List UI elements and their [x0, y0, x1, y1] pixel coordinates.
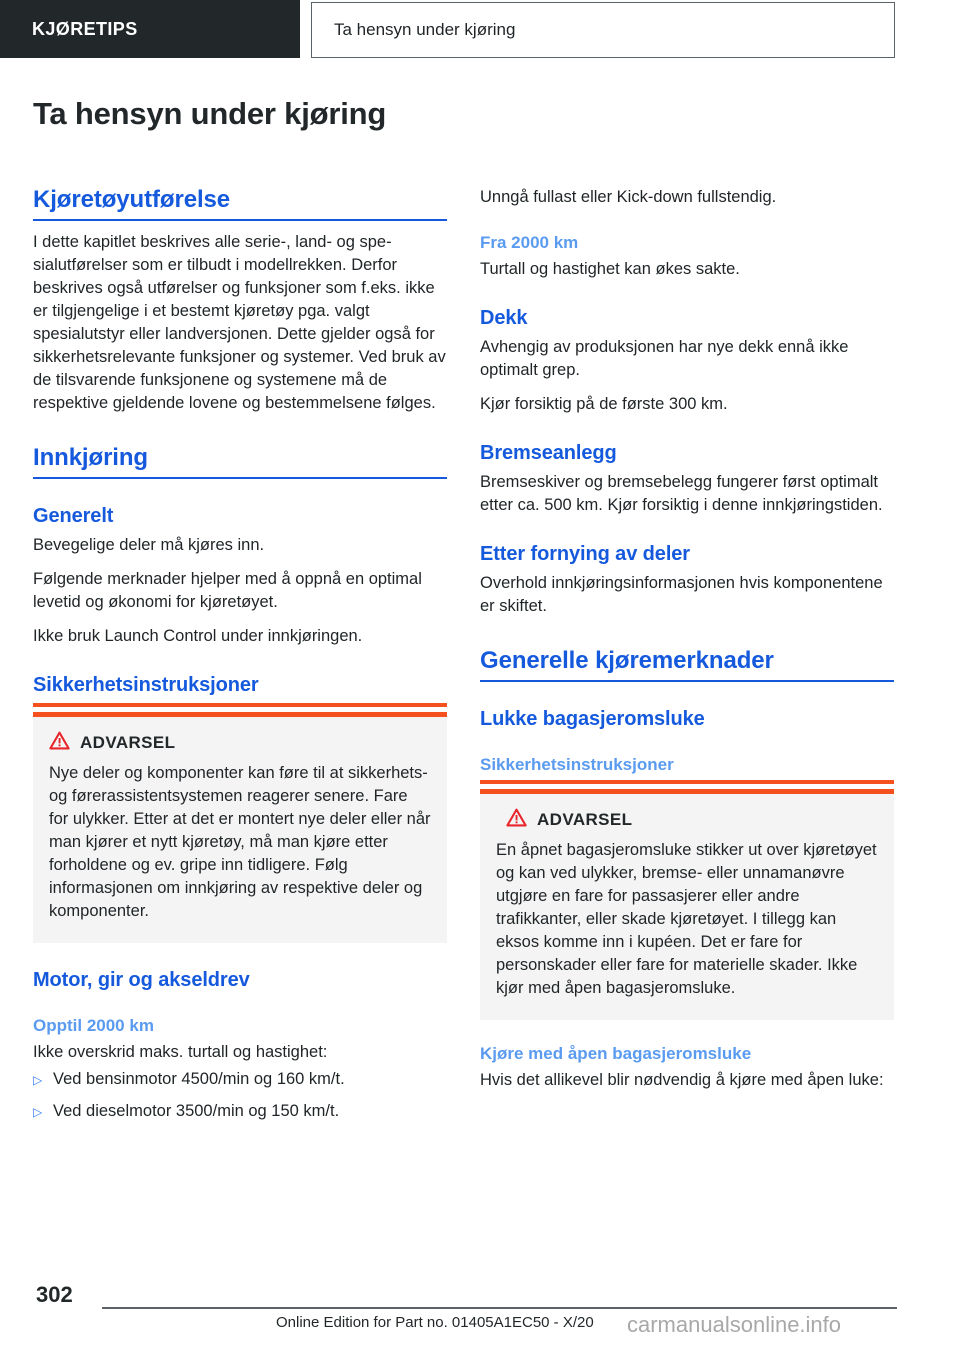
- list-item-label: Ved bensinmotor 4500/min og 160 km/t.: [53, 1070, 345, 1088]
- chapter-tab-label: KJØRETIPS: [32, 18, 138, 39]
- paragraph-opptil-2000-km: Ikke overskrid maks. turtall og hastighet:: [33, 1043, 328, 1061]
- triangle-bullet-icon: ▷: [33, 1105, 43, 1119]
- paragraph-kjoretoyutforelse: I dette kapitlet beskrives alle serie-, land- og spe-sialutførelser som er tilbudt i modellrekken. Derfor beskrives også utførelser og funksjoner som f.eks. ikke er tilgjengelige i et bestemt kjøretøy pga. valgt spesialutstyr eller landversjonen. Dette gjelder også for sikkerhetsrelevante funksjoner og systemer. Ved bruk av de tilsvarende funksjonene og systemene må de respektive gjeldende lovene og bestemmelsene følges.: [33, 233, 446, 412]
- warning-text: En åpnet bagasjeromsluke stikker ut over kjøretøyet og kan ved ulykker, bremse- eller unnamanøvre utgjøre en fare for passasjerer eller andre trafikkanter, eller skade kjøretøyet. I tillegg kan eksos komme inn i kupéen. Det er fare for personskader eller fare for materielle skader. Ikke kjør med åpen bagasjeromsluke.: [496, 841, 877, 997]
- page-header: [0, 0, 960, 62]
- chapter-tab[interactable]: [0, 0, 300, 58]
- warning-box-right: [480, 789, 894, 1020]
- subheading-bremseanlegg: Bremseanlegg: [480, 442, 617, 464]
- list-item: [33, 1100, 447, 1123]
- section-heading-generelle-kjoremerknader: Generelle kjøremerknader: [480, 647, 894, 682]
- spacer: [33, 426, 447, 444]
- paragraph-dekk-2: Kjør forsiktig på de første 300 km.: [480, 395, 728, 413]
- footer-divider: [102, 1307, 897, 1309]
- orange-rule: [33, 703, 447, 707]
- paragraph-generelt-2: Følgende merknader hjelper med å oppnå en optimal levetid og økonomi for kjøretøyet.: [33, 570, 422, 611]
- page-number: 302: [36, 1282, 73, 1307]
- spacer: [480, 629, 894, 647]
- left-column: [33, 186, 447, 1132]
- list-item-label: Ved dieselmotor 3500/min og 150 km/t.: [53, 1102, 340, 1120]
- subheading-kjore-med-apen-bagasjeromsluke: Kjøre med åpen bagasjeromsluke: [480, 1044, 752, 1063]
- section-heading-kjoretoyutforelse: Kjøretøyutførelse: [33, 186, 447, 221]
- paragraph-etter-fornying: Overhold innkjøringsinformasjonen hvis komponentene er skiftet.: [480, 574, 883, 615]
- page-title: Ta hensyn under kjøring: [33, 96, 387, 131]
- section-tab-label: Ta hensyn under kjøring: [334, 20, 516, 39]
- paragraph-fra-2000-km: Turtall og hastighet kan økes sakte.: [480, 260, 740, 278]
- paragraph-bremseanlegg: Bremseskiver og bremsebelegg fungerer først optimalt etter ca. 500 km. Kjør forsiktig i denne innkjøringstiden.: [480, 473, 883, 514]
- warning-header: [496, 808, 878, 832]
- orange-rule: [480, 780, 894, 784]
- warning-title: ADVARSEL: [80, 733, 176, 752]
- section-tab[interactable]: [311, 2, 895, 58]
- warning-header: [49, 731, 431, 755]
- subheading-opptil-2000-km: Opptil 2000 km: [33, 1016, 154, 1035]
- page-footer: [0, 1270, 960, 1362]
- subheading-motor-gir-akseldrev: Motor, gir og akseldrev: [33, 969, 250, 991]
- bullet-list-motor: [33, 1068, 447, 1123]
- edition-note: Online Edition for Part no. 01405A1EC50 - X/20: [276, 1314, 594, 1331]
- subheading-etter-fornying-av-deler: Etter fornying av deler: [480, 543, 690, 565]
- subheading-generelt: Generelt: [33, 505, 114, 527]
- warning-triangle-icon: [49, 731, 70, 755]
- warning-text: Nye deler og komponenter kan føre til at sikkerhets- og førerassistentsystemen reagerer senere. Fare for ulykker. Etter at det er montert nye deler eller når man kjører et nytt kjøretøy, må man kjøre etter forholdene og ev. gripe inn tidligere. Følg informasjonen om innkjøring av respektive deler og komponenter.: [49, 764, 431, 920]
- content-columns: [0, 186, 960, 1132]
- subheading-dekk: Dekk: [480, 307, 528, 329]
- paragraph-dekk-1: Avhengig av produksjonen har nye dekk ennå ikke optimalt grep.: [480, 338, 849, 379]
- subheading-lukke-bagasjeromsluke: Lukke bagasjeromsluke: [480, 708, 705, 730]
- spacer: [33, 221, 447, 231]
- right-column: [480, 186, 894, 1132]
- site-watermark: carmanualsonline.info: [627, 1312, 842, 1337]
- paragraph-kjore-med-apen-luke: Hvis det allikevel blir nødvendig å kjøre med åpen luke:: [480, 1071, 884, 1089]
- subheading-fra-2000-km: Fra 2000 km: [480, 233, 579, 252]
- subheading-sikkerhetsinstruksjoner-right: Sikkerhetsinstruksjoner: [480, 755, 674, 774]
- warning-triangle-icon: [506, 808, 527, 832]
- warning-box-left: [33, 712, 447, 943]
- paragraph-unnga-fullast: Unngå fullast eller Kick-down fullstendig.: [480, 188, 777, 206]
- triangle-bullet-icon: ▷: [33, 1073, 43, 1087]
- list-item: [33, 1068, 447, 1091]
- paragraph-generelt-3: Ikke bruk Launch Control under innkjøringen.: [33, 627, 363, 645]
- subheading-sikkerhetsinstruksjoner-left: Sikkerhetsinstruksjoner: [33, 674, 259, 696]
- paragraph-generelt-1: Bevegelige deler må kjøres inn.: [33, 536, 265, 554]
- section-heading-innkjoring: Innkjøring: [33, 444, 447, 479]
- warning-title: ADVARSEL: [537, 810, 633, 829]
